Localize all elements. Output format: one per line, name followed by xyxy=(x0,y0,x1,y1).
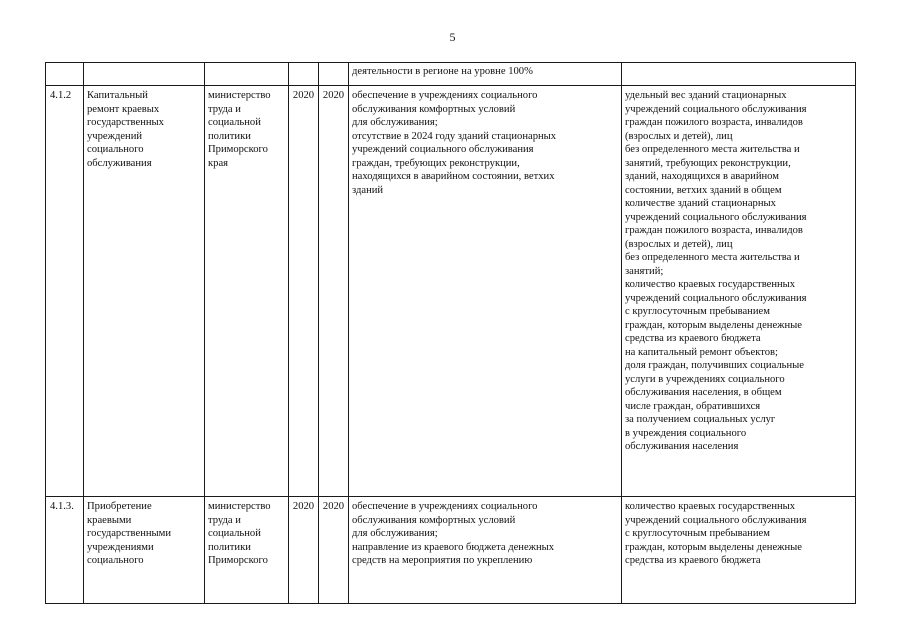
cell-measure-name xyxy=(84,86,205,497)
text-line: ремонт краевых xyxy=(87,103,160,115)
cell-measure-name xyxy=(84,63,205,86)
text-line: учреждений социального обслуживания xyxy=(625,103,807,115)
cell-measure-name xyxy=(84,497,205,604)
text-line: социальной xyxy=(208,528,261,539)
text-line: количество краевых государственных xyxy=(625,279,796,290)
text-line: отсутствие в 2024 году зданий стационарных xyxy=(352,130,557,142)
cell-indicators xyxy=(622,63,856,86)
text-line: Приморского xyxy=(208,144,268,155)
cell-start-year xyxy=(289,63,319,86)
text-line: политики xyxy=(208,541,251,553)
cell-end-year: 2020 xyxy=(319,497,349,604)
cell-indicators xyxy=(622,497,856,604)
result-line: деятельности в регионе на уровне 100% xyxy=(352,66,533,77)
text-line: для обслуживания; xyxy=(352,117,438,128)
cell-number: 4.1.3. xyxy=(46,497,84,604)
text-line: числе граждан, обратившихся xyxy=(625,400,761,412)
text-line: социального xyxy=(87,555,144,566)
text-line: (взрослых и детей), лиц xyxy=(625,130,733,142)
text-line: труда и xyxy=(208,103,241,115)
program-measures-table xyxy=(45,62,856,604)
text-line: доля граждан, получивших социальные xyxy=(625,360,804,371)
text-line: учреждений социального обслуживания xyxy=(352,144,534,155)
text-line: услуги в учреждениях социального xyxy=(625,373,785,385)
text-line: находящихся в аварийном состоянии, ветхих xyxy=(352,171,555,182)
cell-indicators xyxy=(622,86,856,497)
text-line: обслуживания населения, в общем xyxy=(625,387,782,398)
cell-result xyxy=(349,63,622,86)
text-line: количестве зданий стационарных xyxy=(625,198,776,209)
text-line: граждан, которым выделены денежные xyxy=(625,319,802,331)
text-line: граждан, которым выделены денежные xyxy=(625,541,802,553)
cell-end-year: 2020 xyxy=(319,86,349,497)
cell-start-year: 2020 xyxy=(289,497,319,604)
text-line: с круглосуточным пребыванием xyxy=(625,528,770,539)
text-line: средства из краевого бюджета xyxy=(625,555,761,566)
text-line: для обслуживания; xyxy=(352,528,438,539)
text-line: в учреждения социального xyxy=(625,427,747,439)
table-row-measure-4-1-3 xyxy=(46,497,856,604)
text-line: учреждениями xyxy=(87,541,154,553)
text-line: обслуживания комфортных условий xyxy=(352,103,516,115)
text-line: министерство xyxy=(208,90,271,101)
text-line: (взрослых и детей), лиц xyxy=(625,238,733,250)
text-line: учреждений социального обслуживания xyxy=(625,514,807,526)
text-line: социального xyxy=(87,144,144,155)
text-line: состоянии, ветхих зданий в общем xyxy=(625,184,782,196)
text-line: обеспечение в учреждениях социального xyxy=(352,90,538,101)
cell-executor xyxy=(205,86,289,497)
text-line: зданий, находящихся в аварийном xyxy=(625,171,779,182)
text-line: учреждений социального обслуживания xyxy=(625,292,807,304)
text-line: занятий; xyxy=(625,265,664,277)
cell-number xyxy=(46,63,84,86)
text-line: края xyxy=(208,157,229,169)
text-line: министерство xyxy=(208,501,271,512)
cell-start-year: 2020 xyxy=(289,86,319,497)
text-line: граждан пожилого возраста, инвалидов xyxy=(625,117,803,128)
text-line: на капитальный ремонт объектов; xyxy=(625,346,778,358)
cell-number: 4.1.2 xyxy=(46,86,84,497)
page-number: 5 xyxy=(449,30,456,44)
text-line: средств на мероприятия по укреплению xyxy=(352,555,533,566)
cell-result xyxy=(349,497,622,604)
cell-end-year xyxy=(319,63,349,86)
text-line: государственными xyxy=(87,528,172,539)
text-line: социальной xyxy=(208,117,261,128)
text-line: граждан, требующих реконструкции, xyxy=(352,157,520,169)
text-line: обеспечение в учреждениях социального xyxy=(352,501,538,512)
text-line: без определенного места жительства и xyxy=(625,252,800,263)
text-line: обслуживания xyxy=(87,157,152,169)
cell-executor xyxy=(205,497,289,604)
text-line: Приморского xyxy=(208,555,268,566)
table-row-measure-4-1-2 xyxy=(46,86,856,497)
cell-result xyxy=(349,86,622,497)
text-line: количество краевых государственных xyxy=(625,501,796,512)
text-line: политики xyxy=(208,130,251,142)
text-line: без определенного места жительства и xyxy=(625,144,800,155)
text-line: Приобретение xyxy=(87,501,152,512)
text-line: труда и xyxy=(208,514,241,526)
text-line: зданий xyxy=(352,184,384,196)
text-line: с круглосуточным пребыванием xyxy=(625,306,770,317)
text-line: краевыми xyxy=(87,514,132,526)
text-line: средства из краевого бюджета xyxy=(625,333,761,344)
text-line: удельный вес зданий стационарных xyxy=(625,90,787,101)
table-row-continuation xyxy=(46,63,856,86)
text-line: Капитальный xyxy=(87,90,148,101)
text-line: обслуживания комфортных условий xyxy=(352,514,516,526)
text-line: граждан пожилого возраста, инвалидов xyxy=(625,225,803,236)
text-line: обслуживания населения xyxy=(625,441,739,452)
text-line: учреждений социального обслуживания xyxy=(625,211,807,223)
text-line: занятий, требующих реконструкции, xyxy=(625,157,791,169)
text-line: направление из краевого бюджета денежных xyxy=(352,541,555,553)
text-line: государственных xyxy=(87,117,164,128)
cell-executor xyxy=(205,63,289,86)
text-line: учреждений xyxy=(87,130,143,142)
text-line: за получением социальных услуг xyxy=(625,414,776,425)
